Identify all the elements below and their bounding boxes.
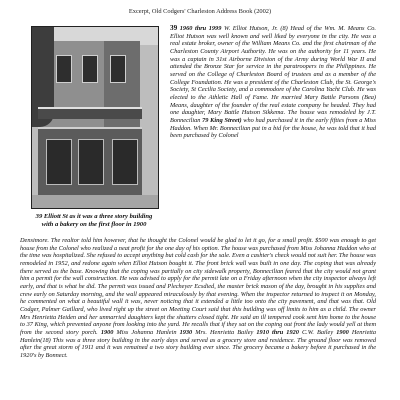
column-body-end: who had purchased it in the early fifties from a Miss Haddon. When Mr. Bonnecilian put in a bid for the house, he was told that it had been purchased by Colonel: [170, 116, 376, 140]
house-number: 39: [170, 24, 178, 32]
wide-body: Densimore. The realtor told him however, that he thought the Colonel would be glad to let it go, for a small profit. $500 was enough to get house from the Colonel who realized a neat profit for the one day of his option. The house was purchased from Miss Johanna Haddon who at the time was hospitalized. She refused to accept anything but cold cash for the sale. Even a cashier's check would not suit her. The house was remodeled in 1952, and redone again when Elliot Hutson bought it. The front brick wall was built in one day. The coping that was already there served as the base. Knowing that the coping was partially on city sidewalk property, Bonnecilian feared that the city would not grant him a permit for the wall construction. He was advised to apply for the permit late on a Friday afternoon when the city inspector always left early, and that is what he did. The permit was issued and Plecheyer Ecsdied, the master brick mason of the day, brought in his supplies and crew early on Saturday morning, and the wall appeared miraculously by that evening. When the inspector returned to inspect it on Monday, he commented on what a beautiful wall it was, never noticing that it extended a little too onto the city pavement, and that was that. Old Codger, Palmer Gaillard, who lived right up the street on Meeting Court said that this building was off limits to him as a child. The owner Mrs Henrietta Heiden and her unmarried daughters kept the shutters closed tight. He said an ill tempered cook sent him home to the house to 37 King, which prevented anyone from looking into the yard. He recalls that if they sat on the coping out front the lady would yell at them from the second story porch.: [20, 237, 376, 336]
photo-caption: [22, 213, 166, 230]
owner-4: Henrietta Hanlein(18) This was a three story building in the early days and served as a grocery store and residence. The ground floor was removed after the great storm of 1911 and it was remained a two story building ever since. The grocery became a bakery before it purchased in the 1920's by Bonnect.: [20, 328, 377, 359]
caption-line: with a bakery on the first floor in 1900: [41, 221, 147, 229]
caption-line: 39 Elliott St as it was a three story building: [35, 213, 153, 220]
photo-window: [82, 55, 98, 83]
page-header: Excerpt, Old Codgers' Charleston Address Book (2002): [128, 8, 272, 15]
year-4: 1900: [336, 328, 349, 336]
owner-3: C.W. Bailey: [298, 328, 334, 336]
article-column: [170, 25, 376, 140]
photo-balcony: [38, 107, 142, 119]
photo-shop-window: [78, 139, 104, 185]
year-1: 1900: [100, 328, 114, 336]
photo-window: [110, 55, 126, 83]
building-photo: [31, 26, 159, 209]
photo-window: [56, 55, 72, 83]
owner-1: Miss Johanna Hanlein: [113, 328, 177, 336]
photo-street: [32, 195, 158, 208]
article-wide: [20, 237, 376, 360]
year-range: 1960 thru 1999: [179, 25, 222, 32]
photo-shop-window: [46, 139, 72, 185]
owner-2: Mrs. Henrietta Bailey: [192, 328, 254, 336]
column-body: W. Elliot Hutson, Jr. (8) Head of the Wm. M. Means Co. Elliot Hutson was well known and well liked by everyone in the city. He was a real estate broker, owner of the William Means Co. and the first chairman of the Charleston County Airport Authority. He was on the authority for 11 years. He was a captain in 31st Airborne Division of the Army during World War II and attended the Bronze Star for service in the paratroopers in the Philippines. He served on the College of Charleston Board of trustees and as a member of the College Foundation. He was a president of the Charleston Club, the St. George's Society, St Cecilia Society, and a commodore of the Carolina Yacht Club. He was elected to the Athletic Hall of Fame. He married Mary Battle Parsons (Bea) Means, daughter of the founder of the real estate company he headed. They had one daughter, Mary Battle Hutson Sikkema. The house was remodeled by J.T. Bonnecilian: [170, 25, 376, 124]
year-3: 1910 thru 1920: [256, 328, 299, 336]
address-ref: 79 King Street): [202, 116, 242, 124]
year-2: 1930: [179, 328, 193, 336]
photo-shop-window: [112, 139, 138, 185]
